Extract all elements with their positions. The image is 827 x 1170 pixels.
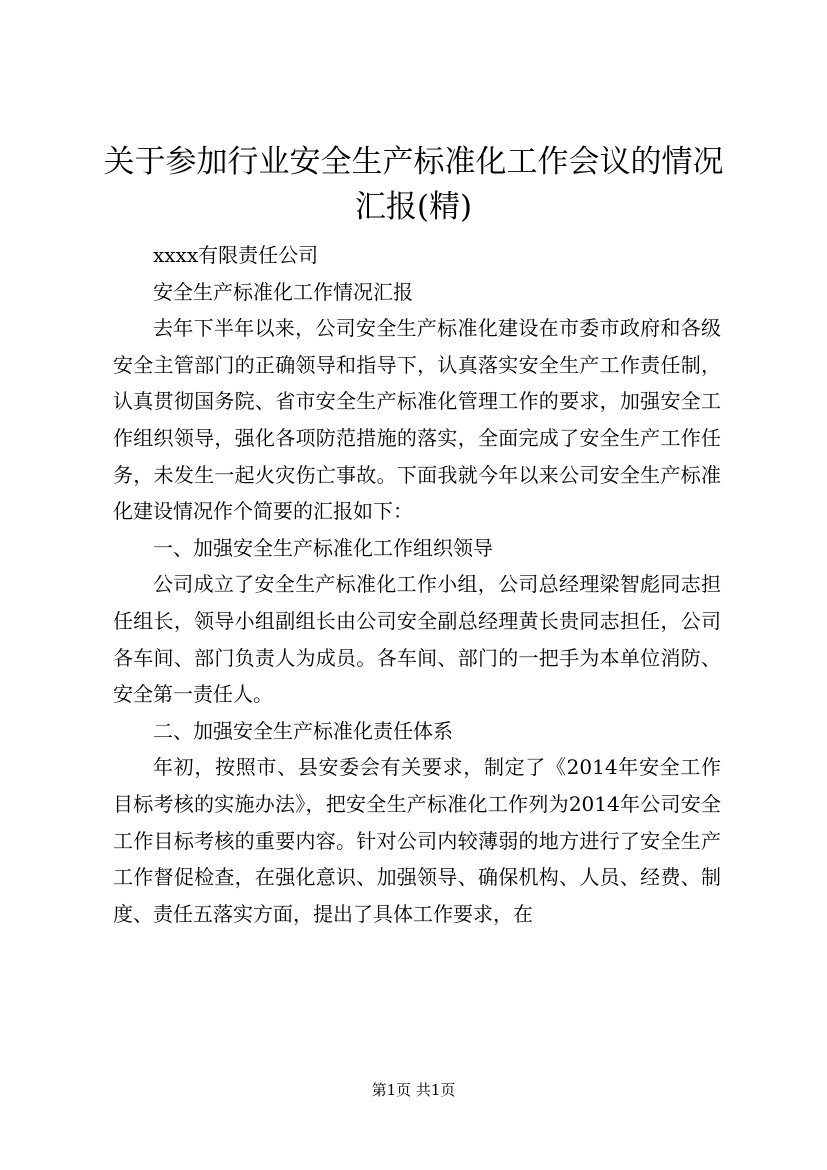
body-paragraph-intro: 去年下半年以来，公司安全生产标准化建设在市委市政府和各级安全主管部门的正确领导和指导下，认真落实安全生产工作责任制，认真贯彻国务院、省市安全生产标准化管理工作的要求，加强安全工作组织领导，强化各项防范措施的落实，全面完成了安全生产工作任务，未发生一起火灾伤亡事故。下面我就今年以来公司安全生产标准化建设情况作个简要的汇报如下： (113, 316, 721, 524)
document-body (113, 237, 721, 932)
page-footer: 第1页 共1页 (371, 1081, 456, 1099)
section-heading-1: 一、加强安全生产标准化工作组织领导 (153, 535, 493, 560)
document-title: 关于参加行业安全生产标准化工作会议的情况汇报(精) (103, 144, 724, 225)
body-paragraph-section-1: 公司成立了安全生产标准化工作小组，公司总经理梁智彪同志担任组长，领导小组副组长由公司安全副总经理黄长贵同志担任，公司各车间、部门负责人为成员。各车间、部门的一把手为本单位消防、安全第一责任人。 (113, 572, 721, 707)
company-name: xxxx有限责任公司 (153, 243, 319, 267)
body-paragraph-section-2: 年初，按照市、县安委会有关要求，制定了《2014年安全工作目标考核的实施办法》，把安全生产标准化工作列为2014年公司安全工作目标考核的重要内容。针对公司内较薄弱的地方进行了安全生产工作督促检查，在强化意识、加强领导、确保机构、人员、经费、制度、责任五落实方面，提出了具体工作要求，在 (113, 755, 721, 926)
section-heading-2: 二、加强安全生产标准化责任体系 (153, 718, 453, 743)
report-subtitle: 安全生产标准化工作情况汇报 (153, 279, 413, 304)
